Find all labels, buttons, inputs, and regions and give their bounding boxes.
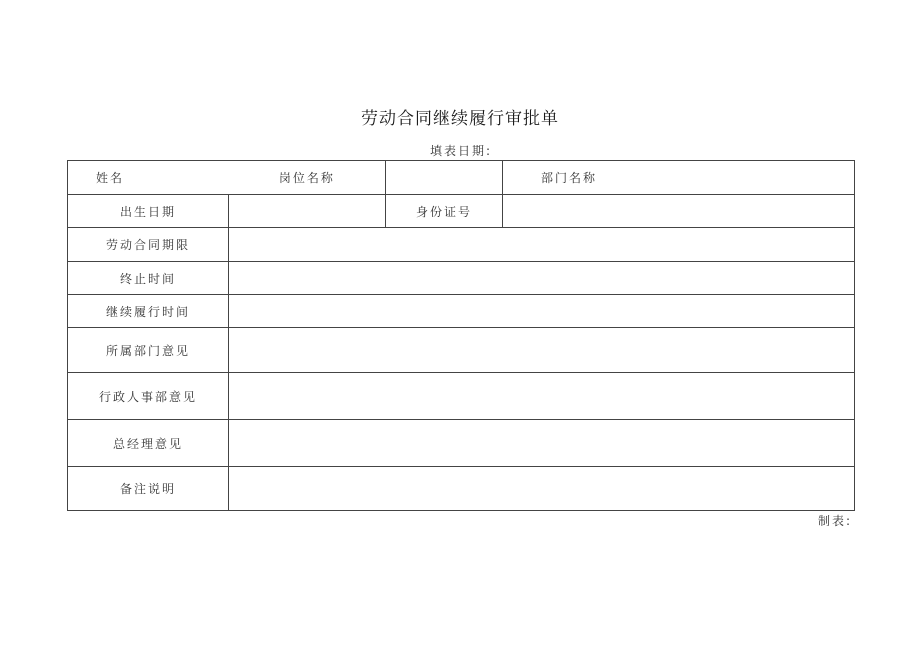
end-time-value-cell[interactable]: [229, 262, 855, 295]
birth-date-label: 出生日期: [68, 195, 229, 228]
birth-date-value-cell[interactable]: [229, 195, 386, 228]
dept-opinion-label: 所属部门意见: [68, 328, 229, 373]
id-number-label: 身份证号: [386, 195, 503, 228]
table-row: [68, 328, 855, 373]
table-row: [68, 195, 855, 228]
continue-time-value-cell[interactable]: [229, 295, 855, 328]
table-row: [68, 161, 855, 195]
table-row: [68, 228, 855, 262]
gm-opinion-label: 总经理意见: [68, 420, 229, 467]
remarks-value-cell[interactable]: [229, 467, 855, 511]
continue-time-label: 继续履行时间: [68, 295, 229, 328]
hr-opinion-value-cell[interactable]: [229, 373, 855, 420]
table-row: [68, 262, 855, 295]
gm-opinion-value-cell[interactable]: [229, 420, 855, 467]
maker-label: 制表:: [818, 514, 853, 528]
name-label: 姓名: [96, 171, 125, 185]
end-time-label: 终止时间: [68, 262, 229, 295]
table-row: [68, 295, 855, 328]
hr-opinion-label: 行政人事部意见: [68, 373, 229, 420]
position-label: 岗位名称: [278, 171, 335, 185]
remarks-label: 备注说明: [68, 467, 229, 511]
dept-opinion-value-cell[interactable]: [229, 328, 855, 373]
position-value-cell[interactable]: [386, 161, 503, 195]
id-number-value-cell[interactable]: [503, 195, 855, 228]
table-row: [68, 467, 855, 511]
department-label: 部门名称: [503, 161, 855, 195]
form-title: 劳动合同继续履行审批单: [361, 109, 559, 129]
approval-form-table: [67, 160, 855, 511]
contract-term-label: 劳动合同期限: [68, 228, 229, 262]
fill-date-label: 填表日期:: [430, 144, 493, 158]
name-position-cell: [68, 161, 386, 195]
contract-term-value-cell[interactable]: [229, 228, 855, 262]
table-row: [68, 420, 855, 467]
table-row: [68, 373, 855, 420]
